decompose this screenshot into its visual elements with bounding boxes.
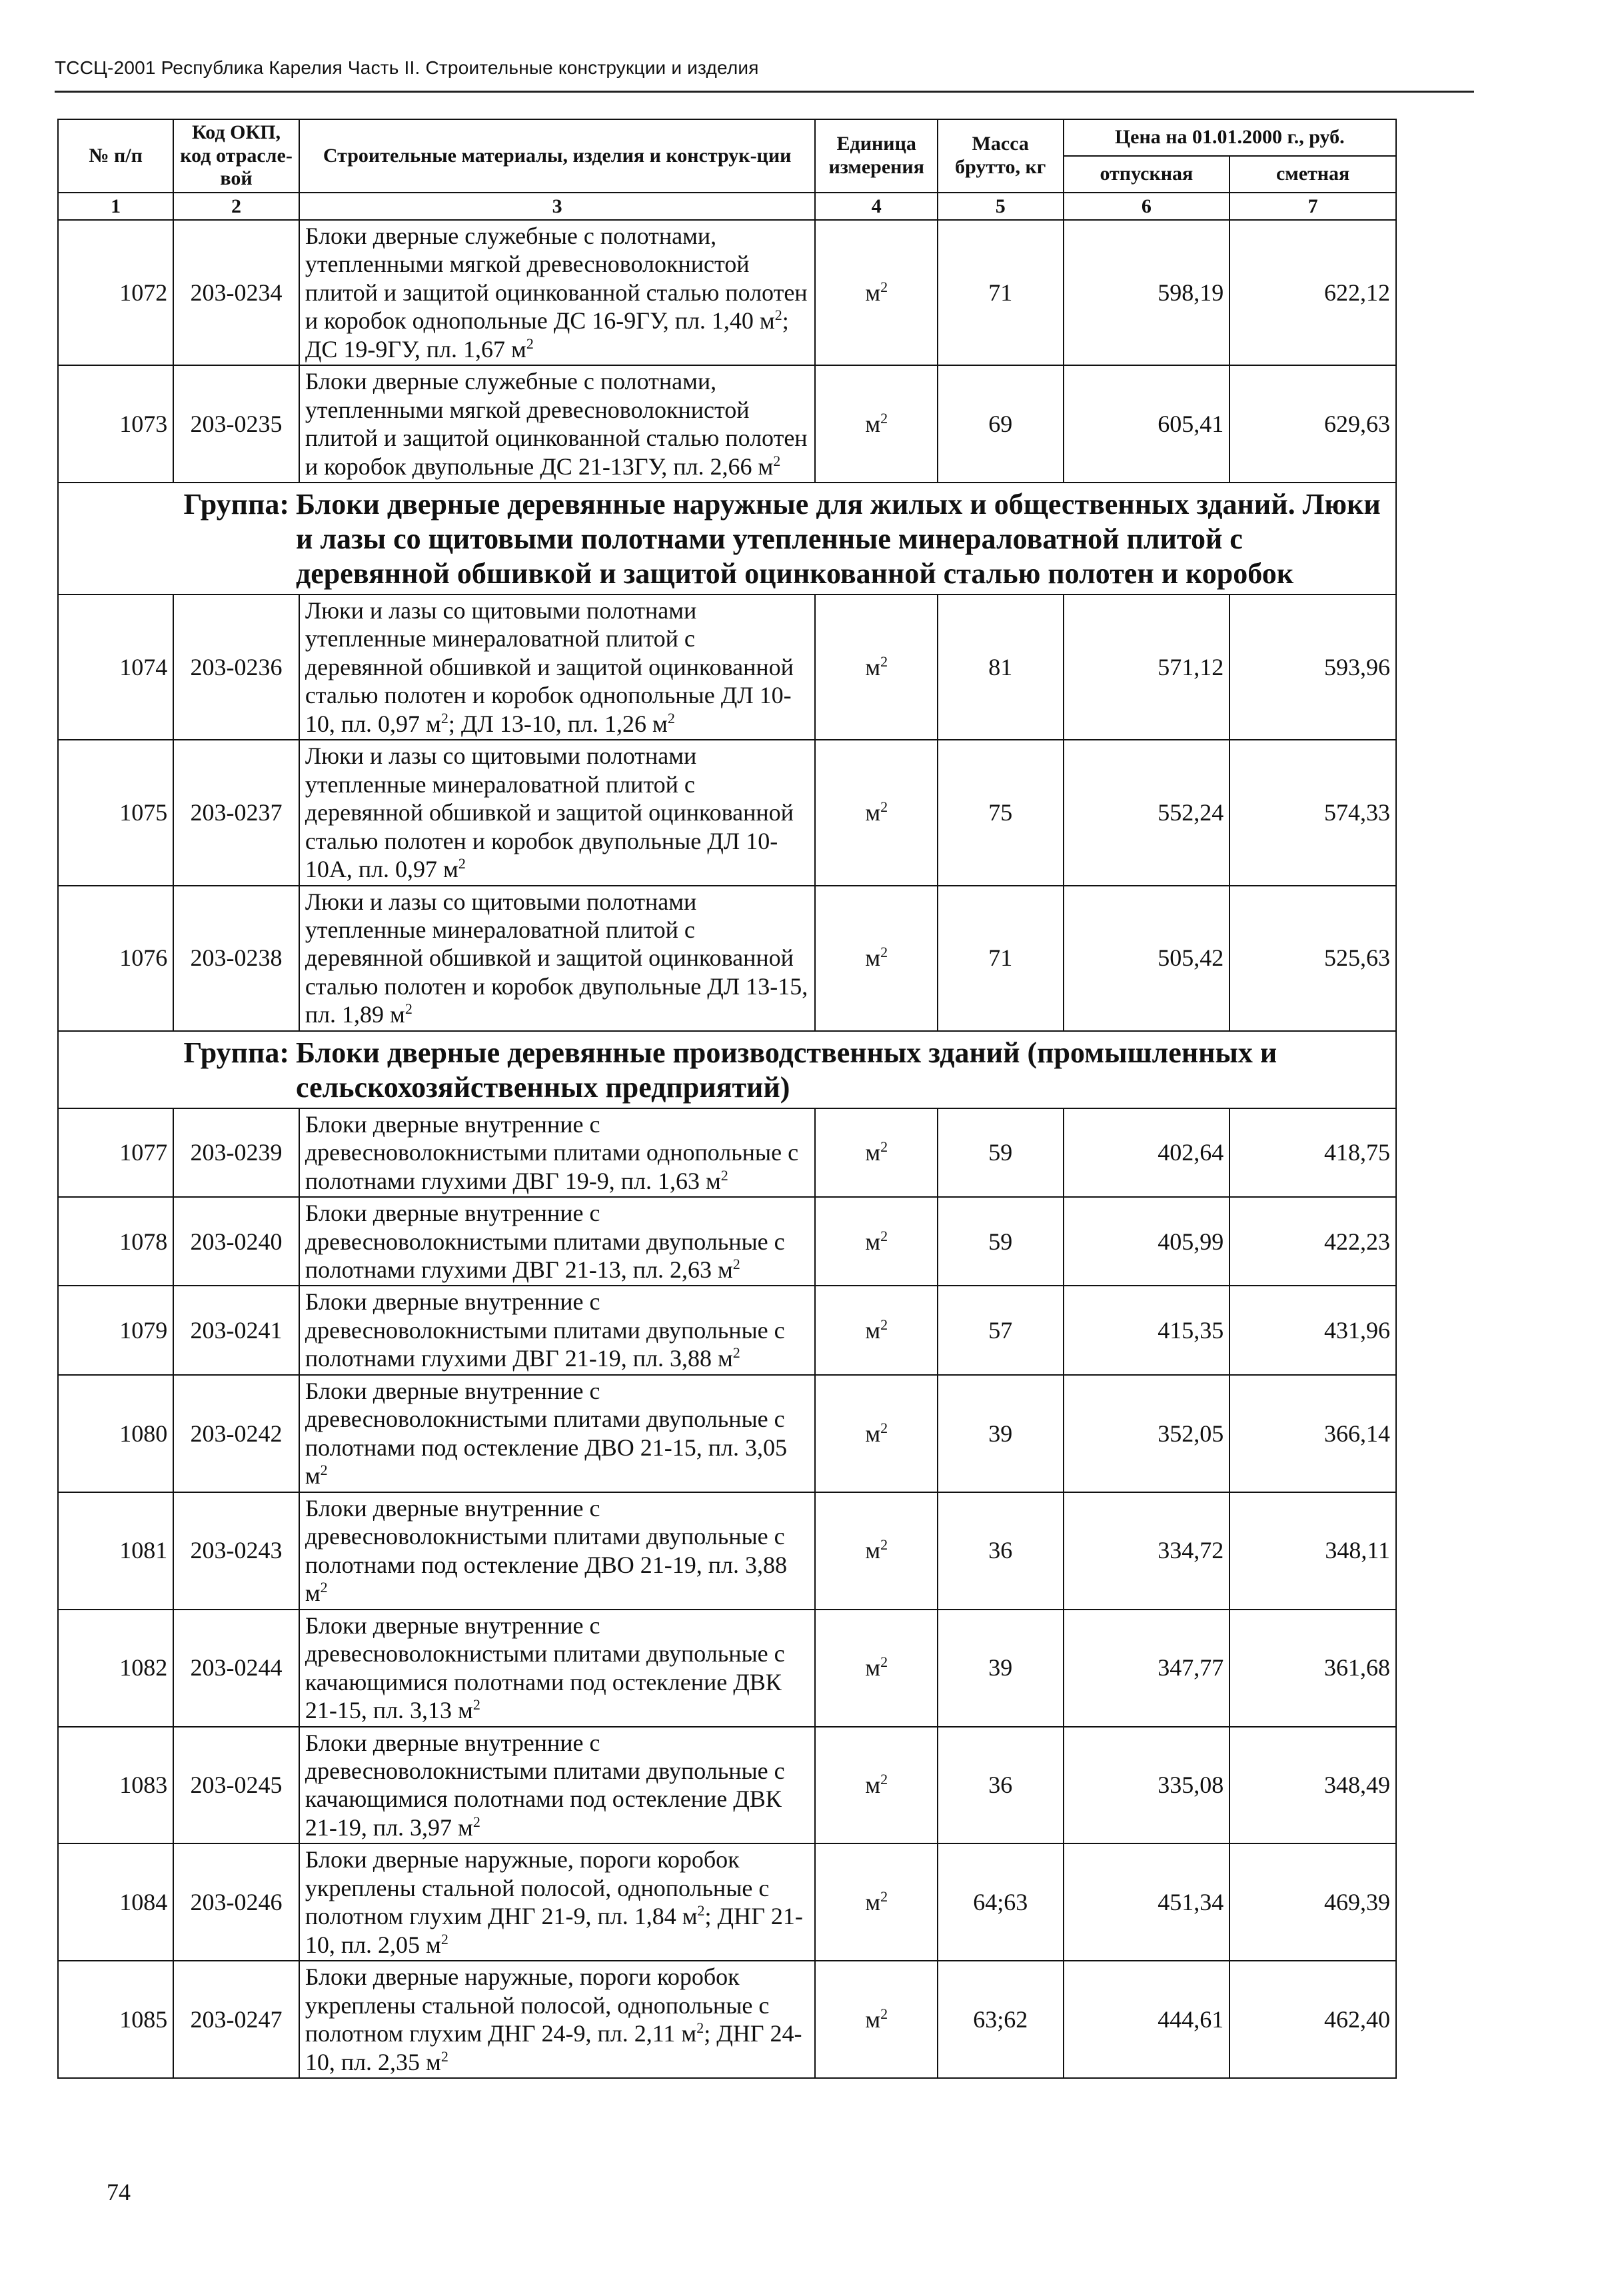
group-heading bbox=[63, 487, 1391, 591]
unit-of-measure: $м^2$ bbox=[815, 220, 937, 365]
unit-of-measure: $м^2$ bbox=[815, 886, 937, 1031]
price-release: 552,24 bbox=[1064, 740, 1230, 885]
group-row-1 bbox=[58, 483, 1396, 594]
price-table bbox=[57, 119, 1397, 2079]
price-release: 347,77 bbox=[1064, 1610, 1230, 1727]
row-number: 1078 bbox=[58, 1197, 173, 1286]
price-release: 444,61 bbox=[1064, 1961, 1230, 2078]
material-description: Блоки дверные внутренние с древесноволокнистыми плитами двупольные с качающимися полотнами под остекление ДВК 21-19, пл. 3,97 $м^2$ bbox=[299, 1727, 816, 1844]
material-description: Блоки дверные внутренние с древесноволокнистыми плитами однопольные с полотнами глухими ДВГ 19-9, пл. 1,63 $м^2$ bbox=[299, 1108, 816, 1197]
okp-code: 203-0239 bbox=[173, 1108, 299, 1197]
gross-mass: 59 bbox=[938, 1108, 1064, 1197]
price-release: 334,72 bbox=[1064, 1492, 1230, 1610]
material-description: Блоки дверные служебные с полотнами, утепленными мягкой древесноволокнистой плитой и защитой оцинкованной сталью полотен и коробок однопольные ДС 16-9ГУ, пл. 1,40 $м^2$; ДС 19-9ГУ, пл. 1,67 $м^2$ bbox=[299, 220, 816, 365]
gross-mass: 39 bbox=[938, 1610, 1064, 1727]
column-number: 5 bbox=[938, 193, 1064, 220]
row-number: 1074 bbox=[58, 594, 173, 740]
gross-mass: 59 bbox=[938, 1197, 1064, 1286]
gross-mass: 57 bbox=[938, 1286, 1064, 1374]
row-number: 1083 bbox=[58, 1727, 173, 1844]
price-release: 451,34 bbox=[1064, 1843, 1230, 1961]
okp-code: 203-0247 bbox=[173, 1961, 299, 2078]
row-number: 1075 bbox=[58, 740, 173, 885]
okp-code: 203-0246 bbox=[173, 1843, 299, 1961]
column-number: 7 bbox=[1229, 193, 1396, 220]
okp-code: 203-0235 bbox=[173, 365, 299, 483]
page-number: 74 bbox=[107, 2179, 131, 2205]
price-release: 405,99 bbox=[1064, 1197, 1230, 1286]
group-label: Группа: bbox=[183, 1036, 289, 1069]
price-estimate: 469,39 bbox=[1229, 1843, 1396, 1961]
group-heading bbox=[63, 1036, 1391, 1105]
row-number: 1085 bbox=[58, 1961, 173, 2078]
row-number: 1084 bbox=[58, 1843, 173, 1961]
material-description: Блоки дверные внутренние с древесноволокнистыми плитами двупольные с полотнами глухими ДВГ 21-19, пл. 3,88 $м^2$ bbox=[299, 1286, 816, 1374]
price-estimate: 622,12 bbox=[1229, 220, 1396, 365]
header-rule bbox=[55, 91, 1474, 93]
price-estimate: 431,96 bbox=[1229, 1286, 1396, 1374]
okp-code: 203-0244 bbox=[173, 1610, 299, 1727]
okp-code: 203-0237 bbox=[173, 740, 299, 885]
header-price-estimate: сметная bbox=[1229, 156, 1396, 193]
price-release: 335,08 bbox=[1064, 1727, 1230, 1844]
row-number: 1080 bbox=[58, 1375, 173, 1492]
row-number: 1079 bbox=[58, 1286, 173, 1374]
gross-mass: 39 bbox=[938, 1375, 1064, 1492]
gross-mass: 81 bbox=[938, 594, 1064, 740]
column-number: 1 bbox=[58, 193, 173, 220]
okp-code: 203-0234 bbox=[173, 220, 299, 365]
unit-of-measure: $м^2$ bbox=[815, 365, 937, 483]
material-description: Люки и лазы со щитовыми полотнами утепленные минераловатной плитой с деревянной обшивкой и защитой оцинкованной сталью полотен и коробок двупольные ДЛ 13-15, пл. 1,89 $м^2$ bbox=[299, 886, 816, 1031]
row-number: 1073 bbox=[58, 365, 173, 483]
header-name: Строительные материалы, изделия и конструк-ции bbox=[299, 119, 816, 193]
row-number: 1081 bbox=[58, 1492, 173, 1610]
material-description: Блоки дверные служебные с полотнами, утепленными мягкой древесноволокнистой плитой и защитой оцинкованной сталью полотен и коробок двупольные ДС 21-13ГУ, пл. 2,66 $м^2$ bbox=[299, 365, 816, 483]
document-header: ТССЦ-2001 Республика Карелия Часть II. Строительные конструкции и изделия bbox=[55, 57, 759, 78]
material-description: Блоки дверные внутренние с древесноволокнистыми плитами двупольные с полотнами под остекление ДВО 21-19, пл. 3,88 $м^2$ bbox=[299, 1492, 816, 1610]
okp-code: 203-0238 bbox=[173, 886, 299, 1031]
price-release: 505,42 bbox=[1064, 886, 1230, 1031]
table-row bbox=[58, 1286, 1396, 1374]
material-description: Блоки дверные внутренние с древесноволокнистыми плитами двупольные с качающимися полотнами под остекление ДВК 21-15, пл. 3,13 $м^2$ bbox=[299, 1610, 816, 1727]
gross-mass: 75 bbox=[938, 740, 1064, 885]
okp-code: 203-0240 bbox=[173, 1197, 299, 1286]
okp-code: 203-0241 bbox=[173, 1286, 299, 1374]
okp-code: 203-0236 bbox=[173, 594, 299, 740]
okp-code: 203-0245 bbox=[173, 1727, 299, 1844]
group-title: Блоки дверные деревянные наружные для жилых и общественных зданий. Люки и лазы со щитовыми полотнами утепленные минераловатной плитой с деревянной обшивкой и защитой оцинкованной сталью полотен и коробок bbox=[296, 488, 1381, 590]
price-release: 605,41 bbox=[1064, 365, 1230, 483]
table-row bbox=[58, 1108, 1396, 1197]
material-description: Блоки дверные внутренние с древесноволокнистыми плитами двупольные с полотнами глухими ДВГ 21-13, пл. 2,63 $м^2$ bbox=[299, 1197, 816, 1286]
table-row bbox=[58, 1492, 1396, 1610]
table-row bbox=[58, 365, 1396, 483]
price-estimate: 348,11 bbox=[1229, 1492, 1396, 1610]
price-estimate: 422,23 bbox=[1229, 1197, 1396, 1286]
unit-of-measure: $м^2$ bbox=[815, 1108, 937, 1197]
column-number: 6 bbox=[1064, 193, 1230, 220]
row-number: 1082 bbox=[58, 1610, 173, 1727]
price-estimate: 525,63 bbox=[1229, 886, 1396, 1031]
price-release: 571,12 bbox=[1064, 594, 1230, 740]
unit-of-measure: $м^2$ bbox=[815, 1197, 937, 1286]
unit-of-measure: $м^2$ bbox=[815, 1610, 937, 1727]
group-cell bbox=[58, 1031, 1396, 1108]
unit-of-measure: $м^2$ bbox=[815, 1375, 937, 1492]
price-release: 402,64 bbox=[1064, 1108, 1230, 1197]
group-cell bbox=[58, 483, 1396, 594]
material-description: Блоки дверные внутренние с древесноволокнистыми плитами двупольные с полотнами под остекление ДВО 21-15, пл. 3,05 $м^2$ bbox=[299, 1375, 816, 1492]
price-release: 352,05 bbox=[1064, 1375, 1230, 1492]
header-unit: Единица измерения bbox=[815, 119, 937, 193]
price-estimate: 361,68 bbox=[1229, 1610, 1396, 1727]
gross-mass: 71 bbox=[938, 220, 1064, 365]
table-row bbox=[58, 1843, 1396, 1961]
unit-of-measure: $м^2$ bbox=[815, 1286, 937, 1374]
column-number: 2 bbox=[173, 193, 299, 220]
table-header-row bbox=[58, 119, 1396, 156]
header-price-release: отпускная bbox=[1064, 156, 1230, 193]
price-estimate: 462,40 bbox=[1229, 1961, 1396, 2078]
price-estimate: 593,96 bbox=[1229, 594, 1396, 740]
unit-of-measure: $м^2$ bbox=[815, 1492, 937, 1610]
header-mass: Масса брутто, кг bbox=[938, 119, 1064, 193]
rows-section-b bbox=[58, 594, 1396, 1031]
price-estimate: 574,33 bbox=[1229, 740, 1396, 885]
table-row bbox=[58, 220, 1396, 365]
price-estimate: 348,49 bbox=[1229, 1727, 1396, 1844]
unit-of-measure: $м^2$ bbox=[815, 1961, 937, 2078]
header-okp-code: Код ОКП, код отрасле-вой bbox=[173, 119, 299, 193]
row-number: 1077 bbox=[58, 1108, 173, 1197]
table-row bbox=[58, 594, 1396, 740]
table-row bbox=[58, 1197, 1396, 1286]
group-row-2 bbox=[58, 1031, 1396, 1108]
row-number: 1076 bbox=[58, 886, 173, 1031]
okp-code: 203-0242 bbox=[173, 1375, 299, 1492]
row-number: 1072 bbox=[58, 220, 173, 365]
table-row bbox=[58, 1727, 1396, 1844]
column-number: 3 bbox=[299, 193, 816, 220]
gross-mass: 71 bbox=[938, 886, 1064, 1031]
price-estimate: 366,14 bbox=[1229, 1375, 1396, 1492]
header-price: Цена на 01.01.2000 г., руб. bbox=[1064, 119, 1397, 156]
table-row bbox=[58, 1375, 1396, 1492]
table-row bbox=[58, 1610, 1396, 1727]
table-row bbox=[58, 740, 1396, 885]
material-description: Блоки дверные наружные, пороги коробок укреплены стальной полосой, однопольные с полотном глухим ДНГ 24-9, пл. 2,11 $м^2$; ДНГ 24-10, пл. 2,35 $м^2$ bbox=[299, 1961, 816, 2078]
gross-mass: 36 bbox=[938, 1492, 1064, 1610]
gross-mass: 69 bbox=[938, 365, 1064, 483]
gross-mass: 36 bbox=[938, 1727, 1064, 1844]
material-description: Блоки дверные наружные, пороги коробок укреплены стальной полосой, однопольные с полотном глухим ДНГ 21-9, пл. 1,84 $м^2$; ДНГ 21-10, пл. 2,05 $м^2$ bbox=[299, 1843, 816, 1961]
unit-of-measure: $м^2$ bbox=[815, 1843, 937, 1961]
material-description: Люки и лазы со щитовыми полотнами утепленные минераловатной плитой с деревянной обшивкой и защитой оцинкованной сталью полотен и коробок двупольные ДЛ 10-10А, пл. 0,97 $м^2$ bbox=[299, 740, 816, 885]
gross-mass: 63;62 bbox=[938, 1961, 1064, 2078]
column-number: 4 bbox=[815, 193, 937, 220]
price-release: 598,19 bbox=[1064, 220, 1230, 365]
price-release: 415,35 bbox=[1064, 1286, 1230, 1374]
okp-code: 203-0243 bbox=[173, 1492, 299, 1610]
column-number-row bbox=[58, 193, 1396, 220]
material-description: Люки и лазы со щитовыми полотнами утепленные минераловатной плитой с деревянной обшивкой и защитой оцинкованной сталью полотен и коробок однопольные ДЛ 10-10, пл. 0,97 $м^2$; ДЛ 13-10, пл. 1,26 $м^2$ bbox=[299, 594, 816, 740]
group-label: Группа: bbox=[183, 488, 289, 521]
group-title: Блоки дверные деревянные производственных зданий (промышленных и сельскохозяйственных предприятий) bbox=[296, 1036, 1277, 1104]
rows-section-a bbox=[58, 220, 1396, 483]
price-estimate: 418,75 bbox=[1229, 1108, 1396, 1197]
unit-of-measure: $м^2$ bbox=[815, 1727, 937, 1844]
table-row bbox=[58, 1961, 1396, 2078]
gross-mass: 64;63 bbox=[938, 1843, 1064, 1961]
price-estimate: 629,63 bbox=[1229, 365, 1396, 483]
header-num: № п/п bbox=[58, 119, 173, 193]
unit-of-measure: $м^2$ bbox=[815, 594, 937, 740]
rows-section-c bbox=[58, 1108, 1396, 2078]
table-row bbox=[58, 886, 1396, 1031]
unit-of-measure: $м^2$ bbox=[815, 740, 937, 885]
